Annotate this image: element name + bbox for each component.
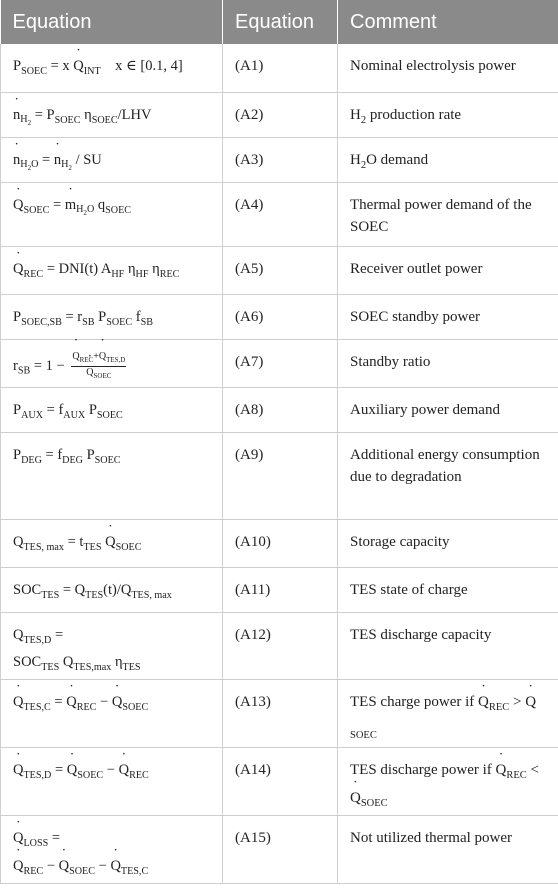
header-row bbox=[1, 0, 558, 44]
equation-cell: ˙ $Q_{TES,C}$ = ˙ $Q_{REC}$ − ˙ $Q_{SOEC}$ bbox=[1, 680, 223, 748]
header-equation-number: Equation bbox=[223, 0, 338, 44]
equation-number: (A15) bbox=[223, 816, 338, 884]
table-row bbox=[1, 567, 558, 612]
equation-number: (A14) bbox=[223, 748, 338, 816]
table-row bbox=[1, 182, 558, 246]
table-row bbox=[1, 137, 558, 182]
equation-cell: $Q_{TES,D}$ = $SOC_{TES}$ $Q_{TES,max}$ $\eta_{TES}$ bbox=[1, 612, 223, 680]
table-row bbox=[1, 519, 558, 567]
equation-cell: $P_{DEG} = f_{DEG}$ $P_{SOEC}$ bbox=[1, 432, 223, 519]
equation-number: (A1) bbox=[223, 44, 338, 92]
equation-cell: $P_{AUX} = f_{AUX}$ $P_{SOEC}$ bbox=[1, 387, 223, 432]
equation-number: (A4) bbox=[223, 182, 338, 246]
table-row bbox=[1, 748, 558, 816]
equation-cell: $P_{SOEC,SB} = r_{SB}$ $P_{SOEC}$ $f_{SB}$ bbox=[1, 294, 223, 339]
header-equation: Equation bbox=[1, 0, 223, 44]
equation-number: (A9) bbox=[223, 432, 338, 519]
equation-cell: $P_{SOEC} = x$ ˙ $Q_{INT}$ x ∈ [0.1, 4] bbox=[1, 44, 223, 92]
equation-number: (A5) bbox=[223, 246, 338, 294]
comment-cell: Additional energy consumption due to degradation bbox=[338, 432, 558, 519]
equation-cell: $Q_{TES, max} = t_{TES}$ ˙ $Q_{SOEC}$ bbox=[1, 519, 223, 567]
comment-cell: TES discharge power if ˙ $Q_{REC}$ < ˙ $Q_{SOEC}$ bbox=[338, 748, 558, 816]
table-row bbox=[1, 432, 558, 519]
equation-number: (A3) bbox=[223, 137, 338, 182]
table-row bbox=[1, 387, 558, 432]
comment-cell: Nominal electrolysis power bbox=[338, 44, 558, 92]
table-row bbox=[1, 44, 558, 92]
comment-cell: SOEC standby power bbox=[338, 294, 558, 339]
equation-number: (A7) bbox=[223, 339, 338, 387]
equation-number: (A13) bbox=[223, 680, 338, 748]
header-comment: Comment bbox=[338, 0, 558, 44]
table-row bbox=[1, 612, 558, 680]
equation-cell: $r_{SB} = 1$ − ˙ $Q_{REC}+˙$ $Q_{TES,D}$ ˙ $Q_{SOEC}$ bbox=[1, 339, 223, 387]
equation-number: (A11) bbox=[223, 567, 338, 612]
equation-number: (A10) bbox=[223, 519, 338, 567]
table-row bbox=[1, 680, 558, 748]
equation-number: (A2) bbox=[223, 92, 338, 137]
comment-cell: Receiver outlet power bbox=[338, 246, 558, 294]
comment-cell: $H_2$ production rate bbox=[338, 92, 558, 137]
equation-cell: ˙ $Q_{REC} = DNI(t)$ $A_{HF}$ $\eta_{HF}$ $\eta_{REC}$ bbox=[1, 246, 223, 294]
equation-cell: ˙ $Q_{LOSS}$ = ˙ $Q_{REC}$ − ˙ $Q_{SOEC}$ − ˙ $Q_{TES,C}$ bbox=[1, 816, 223, 884]
equation-cell: ˙ $Q_{TES,D}$ = ˙ $Q_{SOEC}$ − ˙ $Q_{REC}$ bbox=[1, 748, 223, 816]
table-row bbox=[1, 339, 558, 387]
comment-cell: TES state of charge bbox=[338, 567, 558, 612]
equation-cell: $SOC_{TES} = Q_{TES}(t)/Q_{TES, max}$ bbox=[1, 567, 223, 612]
equation-cell: ˙ $Q_{SOEC}$ = ˙ $m_{H_2O}$ $q_{SOEC}$ bbox=[1, 182, 223, 246]
fraction: ˙ $Q_{REC}+˙$ $Q_{TES,D}$ ˙ $Q_{SOEC}$ bbox=[71, 351, 126, 382]
table-row bbox=[1, 294, 558, 339]
equation-number: (A8) bbox=[223, 387, 338, 432]
comment-cell: TES charge power if ˙ $Q_{REC}$ > ˙ $Q_{SOEC}$ bbox=[338, 680, 558, 748]
equation-number: (A12) bbox=[223, 612, 338, 680]
comment-cell: Thermal power demand of the SOEC bbox=[338, 182, 558, 246]
table-row bbox=[1, 816, 558, 884]
equation-cell: ˙ $n_{H_2} = P_{SOEC}$ $\eta_{SOEC}$/LHV bbox=[1, 92, 223, 137]
equation-number: (A6) bbox=[223, 294, 338, 339]
comment-cell: $H_2O$ demand bbox=[338, 137, 558, 182]
equation-cell: ˙ $n_{H_2O}$ = ˙ $n_{H_2}$ / SU bbox=[1, 137, 223, 182]
comment-cell: Standby ratio bbox=[338, 339, 558, 387]
comment-cell: TES discharge capacity bbox=[338, 612, 558, 680]
comment-cell: Not utilized thermal power bbox=[338, 816, 558, 884]
comment-cell: Storage capacity bbox=[338, 519, 558, 567]
table-row bbox=[1, 246, 558, 294]
comment-cell: Auxiliary power demand bbox=[338, 387, 558, 432]
table-row bbox=[1, 92, 558, 137]
